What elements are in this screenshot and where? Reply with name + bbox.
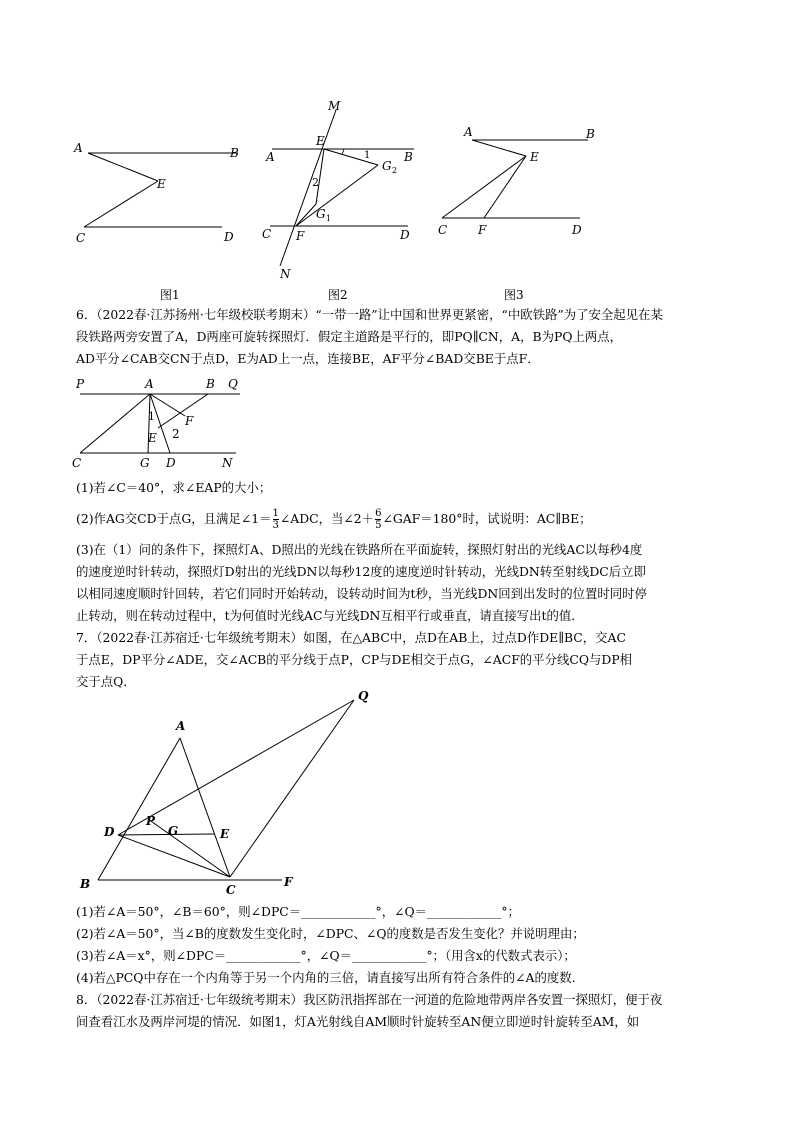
q6-sub-2-part-c: ∠GAF＝180°时，试说明：AC∥BE；	[382, 511, 592, 526]
fig1-label-c: C	[76, 231, 86, 245]
q7-stem-line-1: 7．（2022春·江苏宿迁·七年级统考期末）如图，在△ABC中，点D在AB上，过点D作DE∥BC，交AC	[76, 630, 626, 645]
q6-fraction-one-third: $\frac{1}{3}$	[272, 508, 279, 531]
fig2-caption: 图2	[328, 288, 348, 302]
q6-sub-3-line-2: 的速度逆时针转动，探照灯D射出的光线DN以每秒12度的速度逆时针转动，光线DN转至射线DC后立即	[76, 564, 646, 579]
figure-2	[258, 98, 428, 280]
q6-fraction-six-fifths: $\frac{6}{5}$	[375, 508, 382, 531]
fig2-label-angle1: 1	[364, 150, 371, 161]
q7-sub-2: (2)若∠A＝50°，当∠B的度数发生变化时，∠DPC、∠Q的度数是否发生变化？并说明理由；	[76, 926, 585, 941]
q6-label-q: Q	[228, 377, 238, 391]
q7-label-e: E	[220, 827, 230, 841]
fig1-label-a: A	[74, 141, 83, 155]
q6-sub-2	[76, 506, 722, 532]
q7-stem-line-3: 交于点Q．	[76, 674, 136, 689]
fig3-label-a: A	[464, 125, 473, 139]
q7-label-c: C	[226, 883, 236, 897]
q6-stem-line-1: 6．（2022春·江苏扬州·七年级校联考期末）“一带一路”让中国和世界更紧密，“中欧铁路”为了安全起见在某	[76, 307, 663, 322]
q6-sub-3-line-4: 止转动，则在转动过程中，t为何值时光线AC与光线DN互相平行或垂直，请直接写出t的值．	[76, 608, 584, 623]
figure-1	[60, 135, 250, 250]
q6-label-g: G	[140, 456, 150, 470]
fig2-label-m: M	[328, 99, 341, 113]
fig1-label-b: B	[230, 146, 239, 160]
q6-label-f: F	[185, 414, 194, 428]
fig3-caption: 图3	[504, 288, 524, 302]
fig2-label-n: N	[280, 267, 291, 281]
fig2-label-a: A	[266, 150, 275, 164]
q6-label-e: E	[148, 431, 157, 445]
q7-label-p: P	[146, 814, 156, 828]
fig2-label-g2: G	[382, 159, 392, 173]
q7-label-a: A	[176, 719, 186, 733]
q7-sub-4: (4)若△PCQ中存在一个内角等于另一个内角的三倍，请直接写出所有符合条件的∠A的度数．	[76, 970, 585, 985]
q6-label-p: P	[76, 377, 85, 391]
q6-label-angle1: 1	[148, 410, 155, 423]
fig2-label-e: E	[316, 134, 325, 148]
q6-label-c: C	[72, 456, 82, 470]
q7-label-b: B	[80, 877, 91, 891]
fig2-label-angle2: 2	[312, 176, 319, 189]
q7-figure	[70, 688, 369, 900]
q8-stem-line-1: 8．（2022春·江苏宿迁·七年级统考期末）我区防汛指挥部在一河道的危险地带两岸各安置一探照灯，便于夜	[76, 992, 663, 1007]
q6-label-n: N	[222, 456, 233, 470]
q8-stem-line-2: 间查看江水及两岸河堤的情况．如图1，灯A光射线自AM顺时针旋转至AN便立即逆时针旋转至AM，如	[76, 1014, 640, 1029]
fig3-label-c: C	[438, 223, 448, 237]
fig3-label-b: B	[586, 127, 595, 141]
fig2-label-f: F	[296, 229, 305, 243]
q7-label-f: F	[284, 875, 293, 889]
q7-sub-1: (1)若∠A＝50°，∠B＝60°，则∠DPC＝____________°，∠Q＝____________°；	[76, 904, 520, 919]
q6-label-b: B	[206, 377, 215, 391]
q6-sub-2-part-b: ∠ADC，当∠2＋	[279, 511, 375, 526]
q7-label-g: G	[168, 824, 179, 838]
q6-label-angle2: 2	[172, 427, 180, 441]
q6-sub-2-part-a: (2)作AG交CD于点G，且满足∠1＝	[76, 511, 272, 526]
q6-label-d: D	[166, 456, 176, 470]
fig3-label-f: F	[478, 223, 487, 237]
fig1-label-e: E	[157, 177, 166, 191]
fig1-caption: 图1	[160, 288, 180, 302]
fig2-label-g2-sub: 2	[392, 166, 398, 175]
q6-sub-3-line-1: (3)在（1）问的条件下，探照灯A、D照出的光线在铁路所在平面旋转，探照灯射出的光线AC以每秒4度	[76, 542, 643, 557]
q7-label-d: D	[104, 825, 115, 839]
q6-figure	[70, 372, 250, 472]
q6-stem-line-2: 段铁路两旁安置了A，D两座可旋转探照灯．假定主道路是平行的，即PQ∥CN，A，B为PQ上两点，	[76, 329, 623, 344]
fig2-label-g1-sub: 1	[326, 214, 332, 223]
q6-sub-3-line-3: 以相同速度顺时针回转，若它们同时开始转动，设转动时间为t秒，当光线DN回到出发时的位置时同时停	[76, 586, 647, 601]
fig2-label-g1: G	[316, 207, 326, 221]
q6-stem-line-3: AD平分∠CAB交CN于点D，E为AD上一点，连接BE，AF平分∠BAD交BE于点F．	[76, 351, 540, 366]
q7-sub-3: (3)若∠A＝x°，则∠DPC＝____________°，∠Q＝____________°；（用含x的代数式表示）；	[76, 948, 576, 963]
fig2-label-c: C	[262, 227, 272, 241]
figure-3	[428, 120, 598, 242]
q6-label-a: A	[145, 377, 154, 391]
fig3-label-e: E	[530, 150, 539, 164]
q7-stem-line-2: 于点E，DP平分∠ADE，交∠ACB的平分线于点P，CP与DE相交于点G，∠ACF的平分线CQ与DP相	[76, 652, 633, 667]
fig2-label-d: D	[400, 228, 410, 242]
q6-sub-1: (1)若∠C＝40°，求∠EAP的大小；	[76, 480, 272, 495]
fig3-label-d: D	[572, 223, 582, 237]
fig2-label-b: B	[404, 150, 413, 164]
q7-label-q: Q	[358, 689, 369, 703]
fig1-label-d: D	[224, 230, 234, 244]
